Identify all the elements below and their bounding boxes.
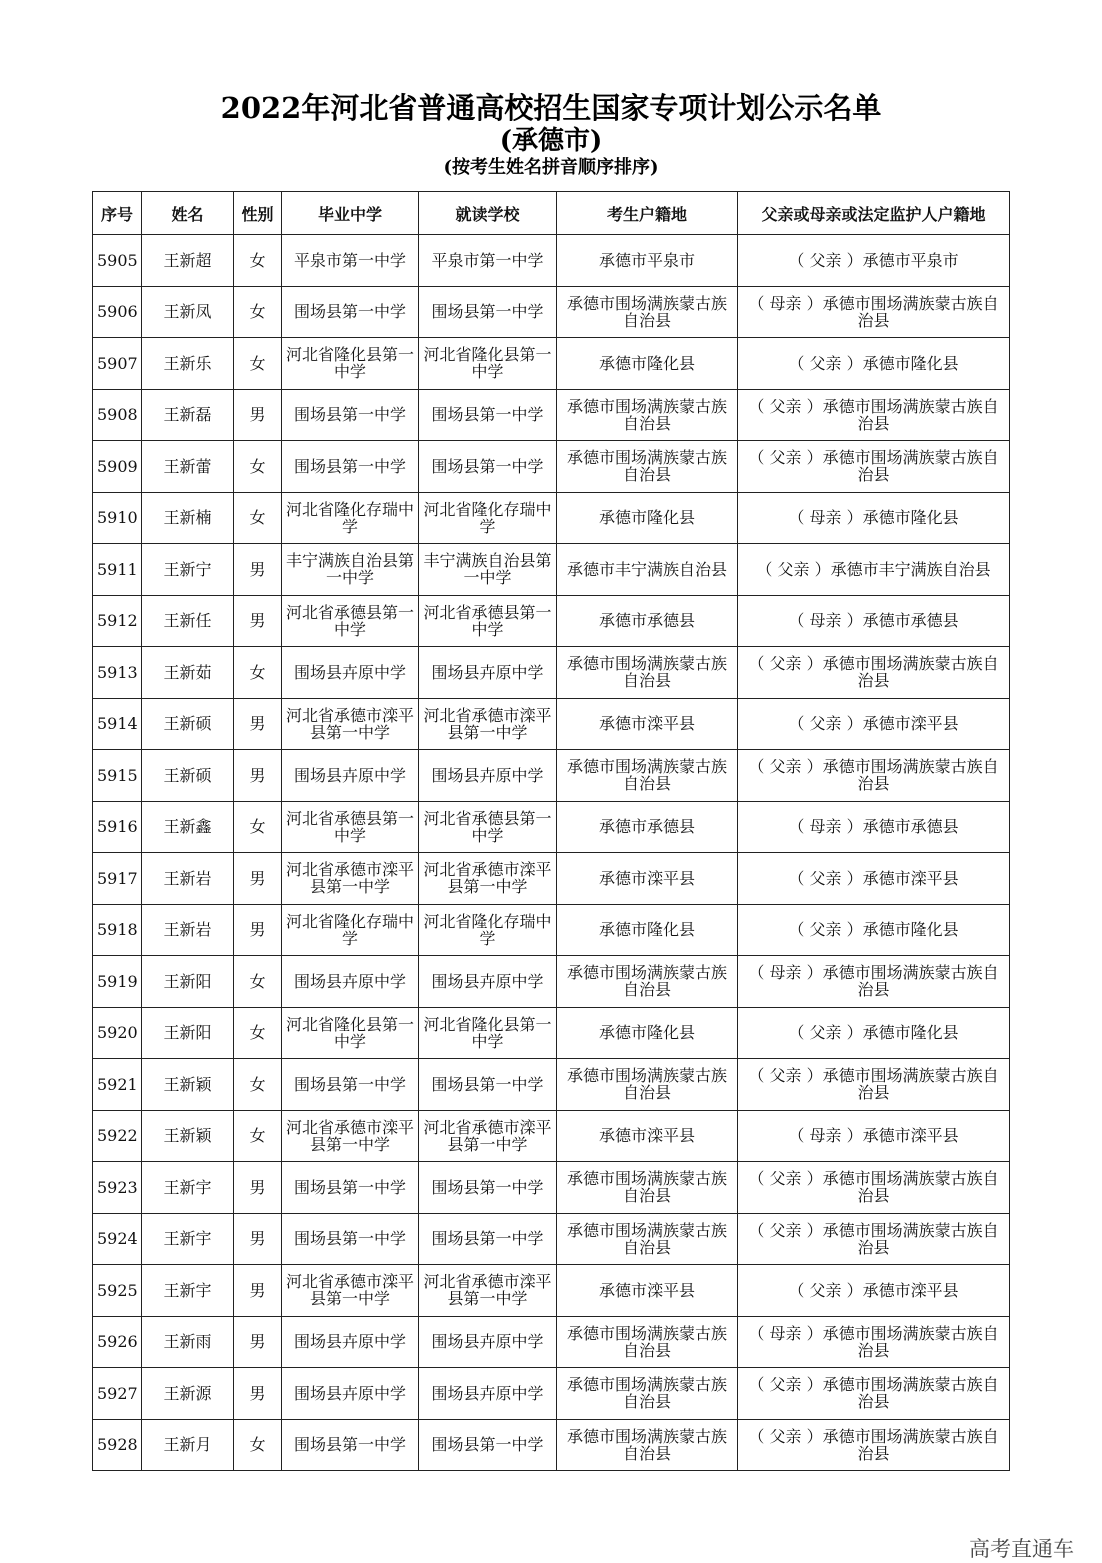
cell-gender: 女	[234, 1059, 282, 1111]
cell-guardian-household: （ 母亲 ）承德市隆化县	[738, 492, 1010, 544]
cell-student-household: 承德市围场满族蒙古族自治县	[557, 956, 738, 1008]
cell-name: 王新乐	[142, 338, 234, 390]
cell-name: 王新颖	[142, 1059, 234, 1111]
cell-student-household: 承德市滦平县	[557, 853, 738, 905]
cell-guardian-household: （ 父亲 ）承德市隆化县	[738, 904, 1010, 956]
table-row	[93, 1110, 1010, 1162]
cell-name: 王新蕾	[142, 441, 234, 493]
cell-current-school: 河北省隆化存瑞中学	[419, 492, 557, 544]
header-name: 姓名	[142, 192, 234, 235]
cell-current-school: 围场县卉原中学	[419, 647, 557, 699]
cell-seq: 5927	[93, 1368, 142, 1420]
cell-current-school: 平泉市第一中学	[419, 235, 557, 287]
cell-seq: 5910	[93, 492, 142, 544]
cell-student-household: 承德市围场满族蒙古族自治县	[557, 389, 738, 441]
table-row	[93, 853, 1010, 905]
table-row	[93, 1162, 1010, 1214]
cell-graduated-school: 河北省承德市滦平县第一中学	[282, 1265, 419, 1317]
cell-current-school: 河北省承德县第一中学	[419, 595, 557, 647]
cell-name: 王新硕	[142, 698, 234, 750]
cell-gender: 男	[234, 544, 282, 596]
cell-guardian-household: （ 母亲 ）承德市承德县	[738, 595, 1010, 647]
header-student-household: 考生户籍地	[557, 192, 738, 235]
cell-gender: 男	[234, 750, 282, 802]
cell-name: 王新岩	[142, 904, 234, 956]
cell-student-household: 承德市围场满族蒙古族自治县	[557, 1162, 738, 1214]
cell-current-school: 围场县卉原中学	[419, 750, 557, 802]
cell-student-household: 承德市围场满族蒙古族自治县	[557, 750, 738, 802]
header-guardian-household: 父亲或母亲或法定监护人户籍地	[738, 192, 1010, 235]
header-seq: 序号	[93, 192, 142, 235]
cell-graduated-school: 河北省承德市滦平县第一中学	[282, 1110, 419, 1162]
cell-gender: 男	[234, 1368, 282, 1420]
table-row	[93, 904, 1010, 956]
cell-seq: 5923	[93, 1162, 142, 1214]
table-row	[93, 1419, 1010, 1471]
cell-gender: 男	[234, 904, 282, 956]
cell-name: 王新凤	[142, 286, 234, 338]
cell-guardian-household: （ 父亲 ）承德市滦平县	[738, 1265, 1010, 1317]
cell-student-household: 承德市平泉市	[557, 235, 738, 287]
cell-seq: 5908	[93, 389, 142, 441]
cell-student-household: 承德市滦平县	[557, 1265, 738, 1317]
header-graduated-school: 毕业中学	[282, 192, 419, 235]
cell-current-school: 河北省隆化县第一中学	[419, 338, 557, 390]
cell-graduated-school: 河北省隆化存瑞中学	[282, 904, 419, 956]
cell-seq: 5916	[93, 801, 142, 853]
cell-seq: 5926	[93, 1316, 142, 1368]
cell-current-school: 围场县第一中学	[419, 1162, 557, 1214]
cell-student-household: 承德市隆化县	[557, 492, 738, 544]
cell-student-household: 承德市围场满族蒙古族自治县	[557, 1316, 738, 1368]
cell-name: 王新宇	[142, 1265, 234, 1317]
cell-graduated-school: 围场县卉原中学	[282, 647, 419, 699]
cell-seq: 5915	[93, 750, 142, 802]
cell-seq: 5922	[93, 1110, 142, 1162]
cell-gender: 女	[234, 647, 282, 699]
cell-current-school: 河北省承德市滦平县第一中学	[419, 698, 557, 750]
cell-student-household: 承德市承德县	[557, 801, 738, 853]
cell-current-school: 围场县第一中学	[419, 441, 557, 493]
cell-guardian-household: （ 父亲 ）承德市围场满族蒙古族自治县	[738, 1213, 1010, 1265]
cell-guardian-household: （ 父亲 ）承德市隆化县	[738, 1007, 1010, 1059]
cell-guardian-household: （ 父亲 ）承德市滦平县	[738, 698, 1010, 750]
header-gender: 性别	[234, 192, 282, 235]
cell-current-school: 围场县卉原中学	[419, 1316, 557, 1368]
cell-guardian-household: （ 父亲 ）承德市围场满族蒙古族自治县	[738, 389, 1010, 441]
cell-current-school: 围场县第一中学	[419, 286, 557, 338]
table-row	[93, 595, 1010, 647]
cell-gender: 女	[234, 338, 282, 390]
cell-gender: 男	[234, 1316, 282, 1368]
cell-gender: 女	[234, 441, 282, 493]
table-row	[93, 1007, 1010, 1059]
cell-graduated-school: 河北省隆化县第一中学	[282, 1007, 419, 1059]
table-row	[93, 389, 1010, 441]
cell-seq: 5914	[93, 698, 142, 750]
cell-gender: 男	[234, 1265, 282, 1317]
table-row	[93, 698, 1010, 750]
cell-graduated-school: 围场县第一中学	[282, 1419, 419, 1471]
cell-seq: 5920	[93, 1007, 142, 1059]
cell-graduated-school: 围场县第一中学	[282, 441, 419, 493]
cell-student-household: 承德市围场满族蒙古族自治县	[557, 1059, 738, 1111]
cell-student-household: 承德市围场满族蒙古族自治县	[557, 286, 738, 338]
cell-gender: 女	[234, 801, 282, 853]
cell-name: 王新楠	[142, 492, 234, 544]
cell-name: 王新茹	[142, 647, 234, 699]
table-row	[93, 1368, 1010, 1420]
table-row	[93, 956, 1010, 1008]
cell-name: 王新宇	[142, 1213, 234, 1265]
cell-guardian-household: （ 父亲 ）承德市平泉市	[738, 235, 1010, 287]
cell-graduated-school: 围场县第一中学	[282, 286, 419, 338]
document-title: 2022年河北省普通高校招生国家专项计划公示名单	[220, 91, 882, 125]
cell-current-school: 围场县第一中学	[419, 1059, 557, 1111]
cell-gender: 男	[234, 853, 282, 905]
cell-current-school: 围场县第一中学	[419, 389, 557, 441]
table-row	[93, 647, 1010, 699]
cell-seq: 5906	[93, 286, 142, 338]
cell-guardian-household: （ 父亲 ）承德市围场满族蒙古族自治县	[738, 1419, 1010, 1471]
cell-graduated-school: 围场县第一中学	[282, 1059, 419, 1111]
cell-seq: 5921	[93, 1059, 142, 1111]
cell-graduated-school: 围场县卉原中学	[282, 1316, 419, 1368]
cell-seq: 5917	[93, 853, 142, 905]
cell-name: 王新颖	[142, 1110, 234, 1162]
cell-guardian-household: （ 父亲 ）承德市围场满族蒙古族自治县	[738, 1368, 1010, 1420]
table-row	[93, 750, 1010, 802]
cell-gender: 男	[234, 595, 282, 647]
cell-graduated-school: 围场县第一中学	[282, 1213, 419, 1265]
cell-graduated-school: 河北省承德县第一中学	[282, 595, 419, 647]
table-row	[93, 1265, 1010, 1317]
cell-guardian-household: （ 父亲 ）承德市丰宁满族自治县	[738, 544, 1010, 596]
table-row	[93, 286, 1010, 338]
cell-gender: 女	[234, 956, 282, 1008]
cell-guardian-household: （ 母亲 ）承德市围场满族蒙古族自治县	[738, 286, 1010, 338]
cell-student-household: 承德市滦平县	[557, 1110, 738, 1162]
cell-student-household: 承德市隆化县	[557, 1007, 738, 1059]
cell-guardian-household: （ 父亲 ）承德市围场满族蒙古族自治县	[738, 647, 1010, 699]
cell-current-school: 河北省承德市滦平县第一中学	[419, 853, 557, 905]
cell-gender: 女	[234, 235, 282, 287]
cell-graduated-school: 围场县卉原中学	[282, 956, 419, 1008]
cell-student-household: 承德市围场满族蒙古族自治县	[557, 647, 738, 699]
cell-guardian-household: （ 母亲 ）承德市围场满族蒙古族自治县	[738, 956, 1010, 1008]
table-row	[93, 1316, 1010, 1368]
table-row	[93, 441, 1010, 493]
cell-current-school: 围场县第一中学	[419, 1213, 557, 1265]
cell-graduated-school: 河北省承德市滦平县第一中学	[282, 698, 419, 750]
cell-seq: 5907	[93, 338, 142, 390]
cell-student-household: 承德市围场满族蒙古族自治县	[557, 1213, 738, 1265]
admission-list-table	[92, 191, 1010, 1471]
cell-name: 王新磊	[142, 389, 234, 441]
cell-current-school: 河北省承德县第一中学	[419, 801, 557, 853]
cell-graduated-school: 河北省承德市滦平县第一中学	[282, 853, 419, 905]
cell-graduated-school: 河北省隆化县第一中学	[282, 338, 419, 390]
cell-student-household: 承德市围场满族蒙古族自治县	[557, 1419, 738, 1471]
sort-note: (按考生姓名拼音顺序排序)	[443, 157, 659, 178]
table-row	[93, 544, 1010, 596]
cell-graduated-school: 围场县第一中学	[282, 389, 419, 441]
cell-graduated-school: 丰宁满族自治县第一中学	[282, 544, 419, 596]
table-row	[93, 1213, 1010, 1265]
cell-graduated-school: 围场县卉原中学	[282, 750, 419, 802]
cell-seq: 5913	[93, 647, 142, 699]
cell-current-school: 围场县卉原中学	[419, 1368, 557, 1420]
cell-gender: 女	[234, 492, 282, 544]
cell-current-school: 围场县卉原中学	[419, 956, 557, 1008]
cell-student-household: 承德市承德县	[557, 595, 738, 647]
cell-graduated-school: 围场县第一中学	[282, 1162, 419, 1214]
cell-student-household: 承德市隆化县	[557, 904, 738, 956]
cell-gender: 女	[234, 286, 282, 338]
cell-name: 王新宁	[142, 544, 234, 596]
document-subtitle: (承德市)	[499, 126, 603, 156]
cell-guardian-household: （ 父亲 ）承德市围场满族蒙古族自治县	[738, 441, 1010, 493]
table-row	[93, 801, 1010, 853]
cell-current-school: 围场县第一中学	[419, 1419, 557, 1471]
cell-name: 王新阳	[142, 956, 234, 1008]
cell-guardian-household: （ 父亲 ）承德市围场满族蒙古族自治县	[738, 1059, 1010, 1111]
cell-seq: 5925	[93, 1265, 142, 1317]
cell-name: 王新阳	[142, 1007, 234, 1059]
cell-current-school: 河北省隆化县第一中学	[419, 1007, 557, 1059]
table-row	[93, 492, 1010, 544]
cell-gender: 女	[234, 1110, 282, 1162]
table-header-row	[93, 192, 1010, 235]
cell-seq: 5918	[93, 904, 142, 956]
cell-name: 王新任	[142, 595, 234, 647]
cell-seq: 5909	[93, 441, 142, 493]
cell-name: 王新源	[142, 1368, 234, 1420]
cell-graduated-school: 围场县卉原中学	[282, 1368, 419, 1420]
table-row	[93, 235, 1010, 287]
cell-graduated-school: 河北省承德县第一中学	[282, 801, 419, 853]
cell-student-household: 承德市丰宁满族自治县	[557, 544, 738, 596]
cell-name: 王新宇	[142, 1162, 234, 1214]
cell-current-school: 河北省承德市滦平县第一中学	[419, 1265, 557, 1317]
cell-student-household: 承德市滦平县	[557, 698, 738, 750]
cell-gender: 男	[234, 389, 282, 441]
cell-graduated-school: 河北省隆化存瑞中学	[282, 492, 419, 544]
cell-graduated-school: 平泉市第一中学	[282, 235, 419, 287]
cell-gender: 男	[234, 1213, 282, 1265]
cell-seq: 5905	[93, 235, 142, 287]
header-current-school: 就读学校	[419, 192, 557, 235]
cell-gender: 女	[234, 1007, 282, 1059]
cell-seq: 5924	[93, 1213, 142, 1265]
cell-name: 王新超	[142, 235, 234, 287]
cell-current-school: 河北省承德市滦平县第一中学	[419, 1110, 557, 1162]
cell-name: 王新雨	[142, 1316, 234, 1368]
table-body	[93, 235, 1010, 1471]
cell-name: 王新月	[142, 1419, 234, 1471]
cell-current-school: 河北省隆化存瑞中学	[419, 904, 557, 956]
cell-guardian-household: （ 母亲 ）承德市滦平县	[738, 1110, 1010, 1162]
cell-student-household: 承德市围场满族蒙古族自治县	[557, 1368, 738, 1420]
cell-gender: 女	[234, 1419, 282, 1471]
table-row	[93, 338, 1010, 390]
cell-guardian-household: （ 母亲 ）承德市围场满族蒙古族自治县	[738, 1316, 1010, 1368]
table-row	[93, 1059, 1010, 1111]
cell-seq: 5919	[93, 956, 142, 1008]
cell-seq: 5911	[93, 544, 142, 596]
cell-guardian-household: （ 父亲 ）承德市围场满族蒙古族自治县	[738, 1162, 1010, 1214]
cell-seq: 5912	[93, 595, 142, 647]
cell-current-school: 丰宁满族自治县第一中学	[419, 544, 557, 596]
cell-gender: 男	[234, 698, 282, 750]
cell-name: 王新岩	[142, 853, 234, 905]
cell-name: 王新硕	[142, 750, 234, 802]
cell-seq: 5928	[93, 1419, 142, 1471]
cell-gender: 男	[234, 1162, 282, 1214]
cell-guardian-household: （ 母亲 ）承德市承德县	[738, 801, 1010, 853]
watermark-text: 高考直通车	[969, 1537, 1074, 1561]
cell-guardian-household: （ 父亲 ）承德市滦平县	[738, 853, 1010, 905]
cell-guardian-household: （ 父亲 ）承德市围场满族蒙古族自治县	[738, 750, 1010, 802]
cell-guardian-household: （ 父亲 ）承德市隆化县	[738, 338, 1010, 390]
cell-student-household: 承德市隆化县	[557, 338, 738, 390]
cell-name: 王新鑫	[142, 801, 234, 853]
cell-student-household: 承德市围场满族蒙古族自治县	[557, 441, 738, 493]
